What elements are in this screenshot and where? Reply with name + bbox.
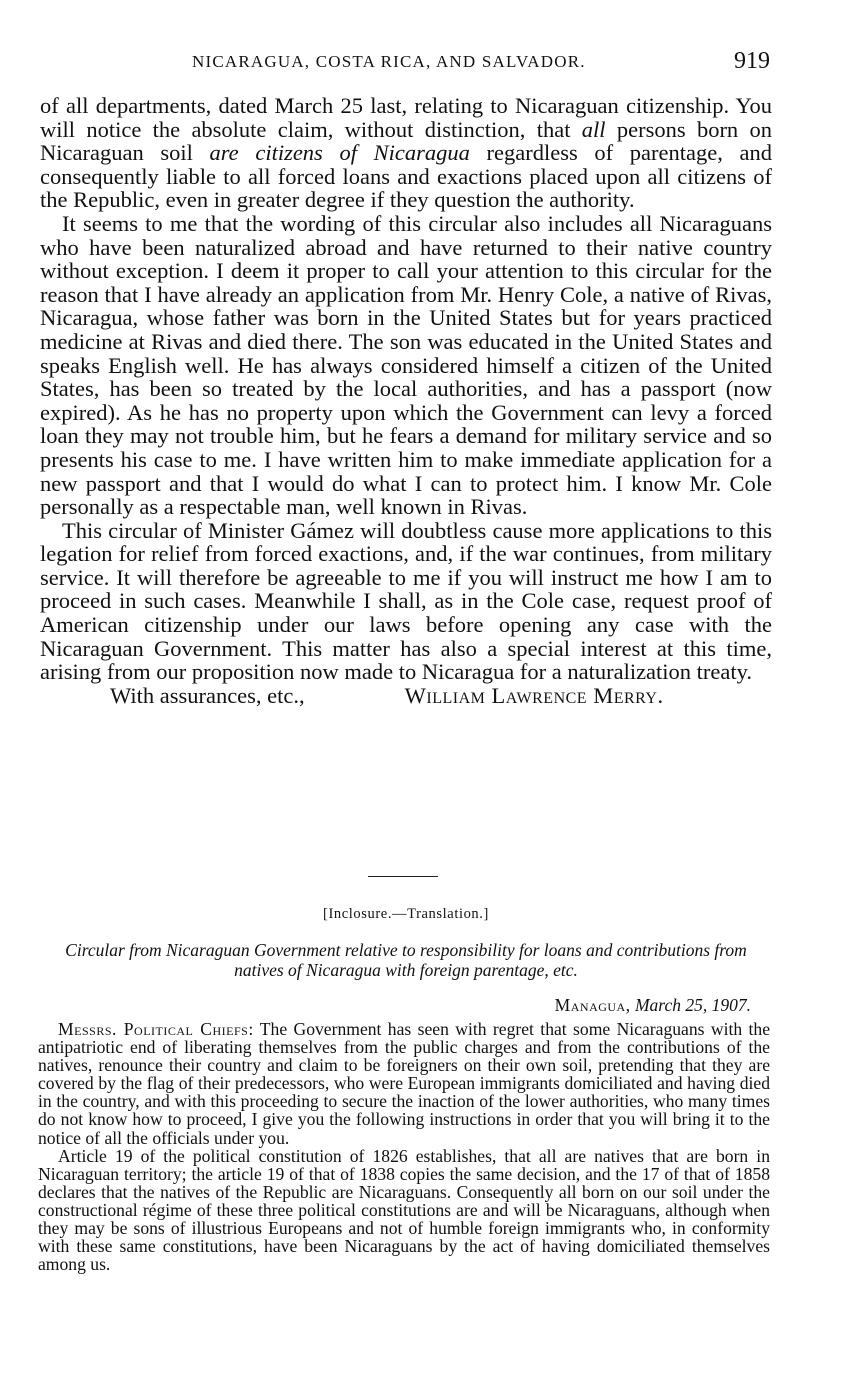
circular-body <box>38 1020 770 1273</box>
letter-paragraph-1-part-b: persons born on Nicaraguan soil <box>40 116 773 166</box>
circular-paragraph-1-text: The Government has seen with regret that some Nicaraguans with the antipatriotic end of liberating themselves from the public charges and from the contributions of the natives, renounce their country and claim to be foreigners on their own soil, pretending that they are covered by the flag of their predecessors, who were European immigrants domiciliated and having died in the country, and with this proceeding to secure the inaction of the lower authorities, who many times do not know how to proceed, I give you the following instructions in order that you will bring it to the notice of all the officials under you. <box>38 1019 771 1148</box>
circular-title: Circular from Nicaraguan Government relative to responsibility for loans and contributions from natives of Nicaragua with foreign parentage, etc. <box>65 940 747 980</box>
closing-line <box>40 684 772 708</box>
signature: William Lawrence Merry. <box>404 682 664 708</box>
letter-body <box>40 94 772 707</box>
letter-paragraph-3: This circular of Minister Gámez will doubtless cause more applications to this legation for relief from forced exactions, and, if the war continues, from military service. It will therefore be agreeable to me if you will instruct me how I am to proceed in such cases. Meanwhile I shall, as in the Cole case, request proof of American citizenship under our laws before opening any case with the Nicaraguan Government. This matter has also a special interest at this time, arising from our proposition now made to Nicaragua for a naturalization treaty. <box>40 517 772 685</box>
circular-paragraph-2: Article 19 of the political constitution of 1826 establishes, that all are natives that are born in Nicaraguan territory; the article 19 of that of 1838 copies the same decision, and the 17 of that of 1858 declares that the natives of the Republic are Nicaraguans. Consequently all born on our soil under the constructional régime of these three political constitutions are and will be Nicaraguans, although when they may be sons of illustrious Europeans and not of humble foreign immigrants who, in conformity with these same constitutions, have been Nicaraguans by the act of having domiciliated themselves among us. <box>38 1145 770 1275</box>
letter-paragraph-2: It seems to me that the wording of this circular also includes all Nicaraguans who have been naturalized abroad and have returned to their native country without exception. I deem it proper to call your attention to this circular for the reason that I have already an application from Mr. Henry Cole, a native of Rivas, Nicaragua, whose father was born in the United States but for years practiced medicine at Rivas and died there. The son was educated in the United States and speaks English well. He has always considered himself a citizen of the United States, has been so treated by the local authorities, and has a passport (now expired). As he has no property upon which the Government can levy a forced loan they may not trouble him, but he fears a demand for military service and so presents his case to me. I have written him to make immediate application for a new passport and that I would do what I can to protect him. I know Mr. Cole personally as a respectable man, well known in Rivas. <box>40 210 772 520</box>
circular-paragraph-1 <box>38 1020 770 1147</box>
dateline-place: Managua, <box>554 995 631 1015</box>
dateline <box>555 995 751 1016</box>
letter-paragraph-1 <box>40 94 772 212</box>
emphasis-citizens: are citizens of Nicaragua <box>209 140 470 166</box>
salutation: Messrs. Political Chiefs: <box>58 1019 254 1039</box>
emphasis-all: all <box>581 116 606 142</box>
letter-paragraph-1-part-a: of all departments, dated March 25 last, relating to Nicaraguan citizenship. You will notice the absolute claim, without distinction, that <box>40 93 772 142</box>
dateline-date: March 25, 1907. <box>634 995 751 1015</box>
letter-paragraph-1-part-c: regardless of parentage, and consequently liable to all forced loans and exactions placed upon all citizens of the Republic, even in greater degree if they question the authority. <box>40 140 772 213</box>
page-number: 919 <box>734 48 770 74</box>
inclosure-label: [Inclosure.—Translation.] <box>323 906 489 922</box>
page-header <box>40 48 772 78</box>
section-divider <box>368 876 438 877</box>
closing-text: With assurances, etc., <box>110 682 305 708</box>
running-head: NICARAGUA, COSTA RICA, AND SALVADOR. <box>192 52 586 71</box>
